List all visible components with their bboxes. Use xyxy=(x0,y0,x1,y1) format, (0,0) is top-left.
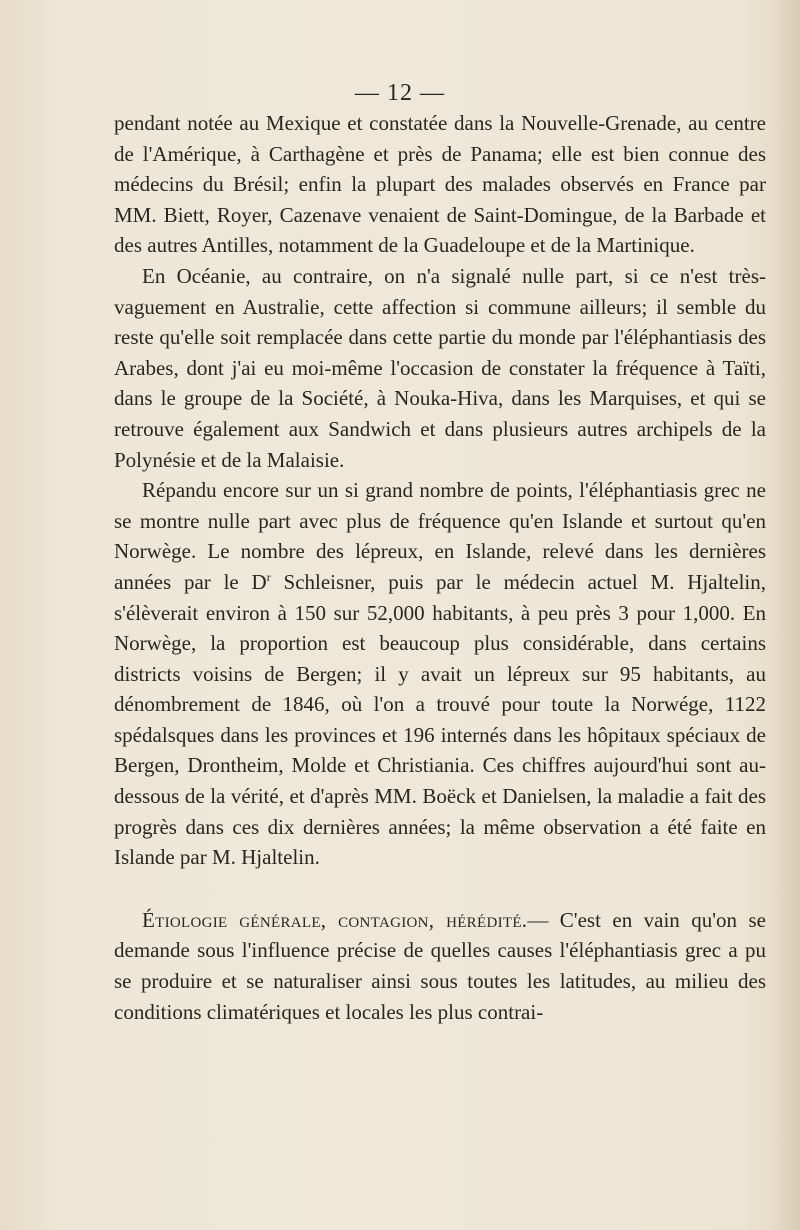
section-text: — C'est en vain qu'on se demande sous l'influence précise de quelles causes l'éléphantiasis grec a pu se produire et se naturaliser ainsi sous toutes les latitudes, au milieu des conditions climatériques et locales les plus contrai- xyxy=(114,907,766,1024)
paragraph-2: En Océanie, au contraire, on n'a signalé nulle part, si ce n'est très-vaguement en Australie, cette affection si commune ailleurs; il semble du reste qu'elle soit remplacée dans cette partie du monde par l'éléphantiasis des Arabes, dont j'ai eu moi-même l'occasion de constater la fréquence à Taïti, dans le groupe de la Société, à Nouka-Hiva, dans les Marquises, et qui se retrouve également aux Sandwich et dans plusieurs autres archipels de la Polynésie et de la Malaisie. xyxy=(114,263,766,472)
section-paragraph xyxy=(114,905,766,1027)
paragraph-3-part-1: Répandu encore sur un si grand nombre de points, l'éléphantiasis grec ne se montre nulle part avec plus de fréquence qu'en Islande et surtout qu'en Norwège. Le nombre des lépreux, en Islande, relevé dans les dernières années par le D xyxy=(114,478,766,594)
page-number: — 12 — xyxy=(355,80,445,106)
paragraph-3 xyxy=(114,475,766,873)
paragraph-3-part-2: Schleisner, puis par le médecin actuel M. Hjaltelin, s'élèverait environ à 150 sur 52,000 habitants, à peu près 3 pour 1,000. En Norwège, la proportion est beaucoup plus considérable, dans certains districts voisins de Bergen; il y avait un lépreux sur 95 habitants, au dénombrement de 1846, où l'on a trouvé pour toute la Norwége, 1122 spédalsques dans les provinces et 196 internés dans les hôpitaux spéciaux de Bergen, Drontheim, Molde et Christiania. Ces chiffres aujourd'hui sont au-dessous de la vérité, et d'après MM. Boëck et Danielsen, la maladie a fait des progrès dans ces dix dernières années; la même observation a été faite en Islande par M. Hjaltelin. xyxy=(114,569,766,870)
page-edge-shadow xyxy=(770,0,800,1230)
doctor-superscript: r xyxy=(266,569,271,584)
paragraph-1: pendant notée au Mexique et constatée dans la Nouvelle-Grenade, au centre de l'Amérique, à Carthagène et près de Panama; elle est bien connue des médecins du Brésil; enfin la plupart des malades observés en France par MM. Biett, Royer, Cazenave venaient de Saint-Domingue, de la Barbade et des autres Antilles, notamment de la Guadeloupe et de la Martinique. xyxy=(114,111,766,258)
body-text xyxy=(114,108,766,1027)
section-heading: Étiologie générale, contagion, hérédité. xyxy=(142,907,528,932)
